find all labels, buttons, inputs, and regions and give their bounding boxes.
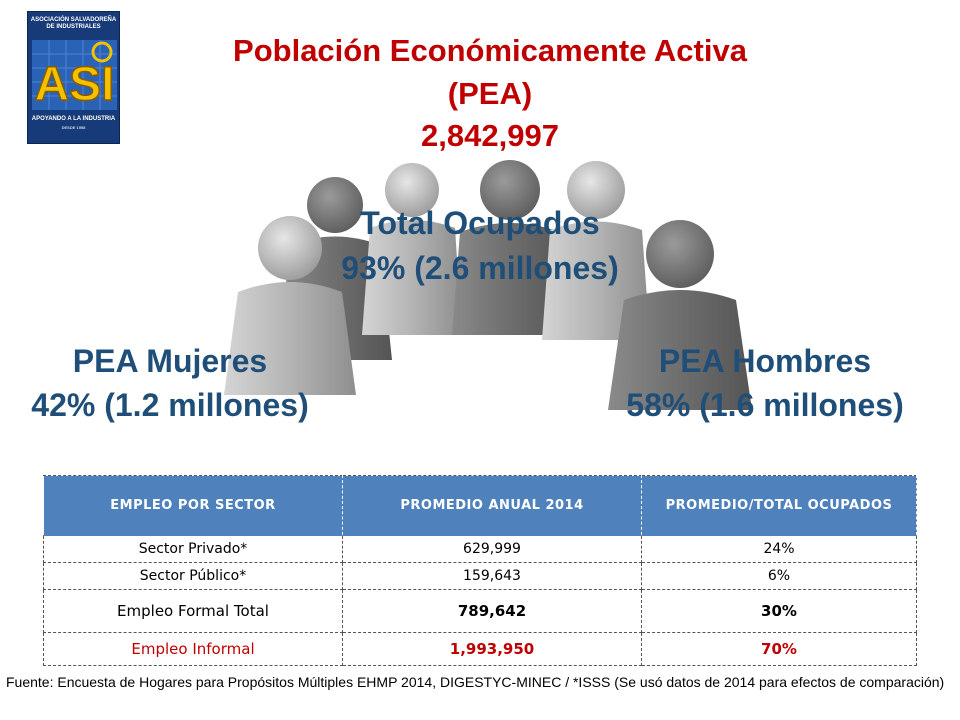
mujeres-label: PEA Mujeres: [72, 343, 268, 379]
table-header-row: [44, 476, 917, 536]
logo-text-line1: ASOCIACIÓN SALVADOREÑA: [30, 17, 117, 23]
logo-since: DESDE 1958: [61, 125, 86, 130]
asi-logo-mark: [32, 40, 117, 110]
table-row: [44, 590, 917, 633]
cell-promedio: 1,993,950: [343, 633, 642, 666]
page-subtitle: (PEA): [447, 76, 533, 111]
column-header-sector: EMPLEO POR SECTOR: [44, 476, 343, 536]
cell-porcentaje: 24%: [642, 536, 917, 563]
employment-table: [43, 475, 917, 666]
pea-total: 2,842,997: [421, 118, 559, 153]
source-note: Fuente: Encuesta de Hogares para Propósitos Múltiples EHMP 2014, DIGESTYC-MINEC / *ISSS (Se usó datos de 2014 para efectos de comparación): [6, 674, 945, 690]
asi-logo: [27, 11, 120, 144]
table-row: [44, 633, 917, 666]
ocupados-label: Total Ocupados: [360, 205, 600, 241]
cell-promedio: 159,643: [343, 563, 642, 590]
hombres-label: PEA Hombres: [658, 343, 872, 379]
mujeres-value: 42% (1.2 millones): [31, 387, 309, 423]
ocupados-value: 93% (2.6 millones): [341, 250, 619, 286]
logo-mark-text: ASI: [34, 58, 115, 110]
cell-promedio: 789,642: [343, 590, 642, 633]
person-figure: [362, 163, 462, 335]
cell-sector: Sector Privado*: [44, 536, 343, 563]
page-title: Población Económicamente Activa: [233, 33, 747, 68]
cell-sector: Sector Público*: [44, 563, 343, 590]
column-header-promedio: PROMEDIO ANUAL 2014: [343, 476, 642, 536]
logo-tagline: APOYANDO A LA INDUSTRIA: [31, 116, 116, 122]
cell-porcentaje: 30%: [642, 590, 917, 633]
logo-text-line2: DE INDUSTRIALES: [46, 24, 101, 30]
cell-promedio: 629,999: [343, 536, 642, 563]
cell-porcentaje: 6%: [642, 563, 917, 590]
cell-porcentaje: 70%: [642, 633, 917, 666]
table-row: [44, 563, 917, 590]
hombres-value: 58% (1.6 millones): [626, 387, 904, 423]
column-header-porcentaje: PROMEDIO/TOTAL OCUPADOS: [642, 476, 917, 536]
table-row: [44, 536, 917, 563]
cell-sector: Empleo Informal: [44, 633, 343, 666]
cell-sector: Empleo Formal Total: [44, 590, 343, 633]
